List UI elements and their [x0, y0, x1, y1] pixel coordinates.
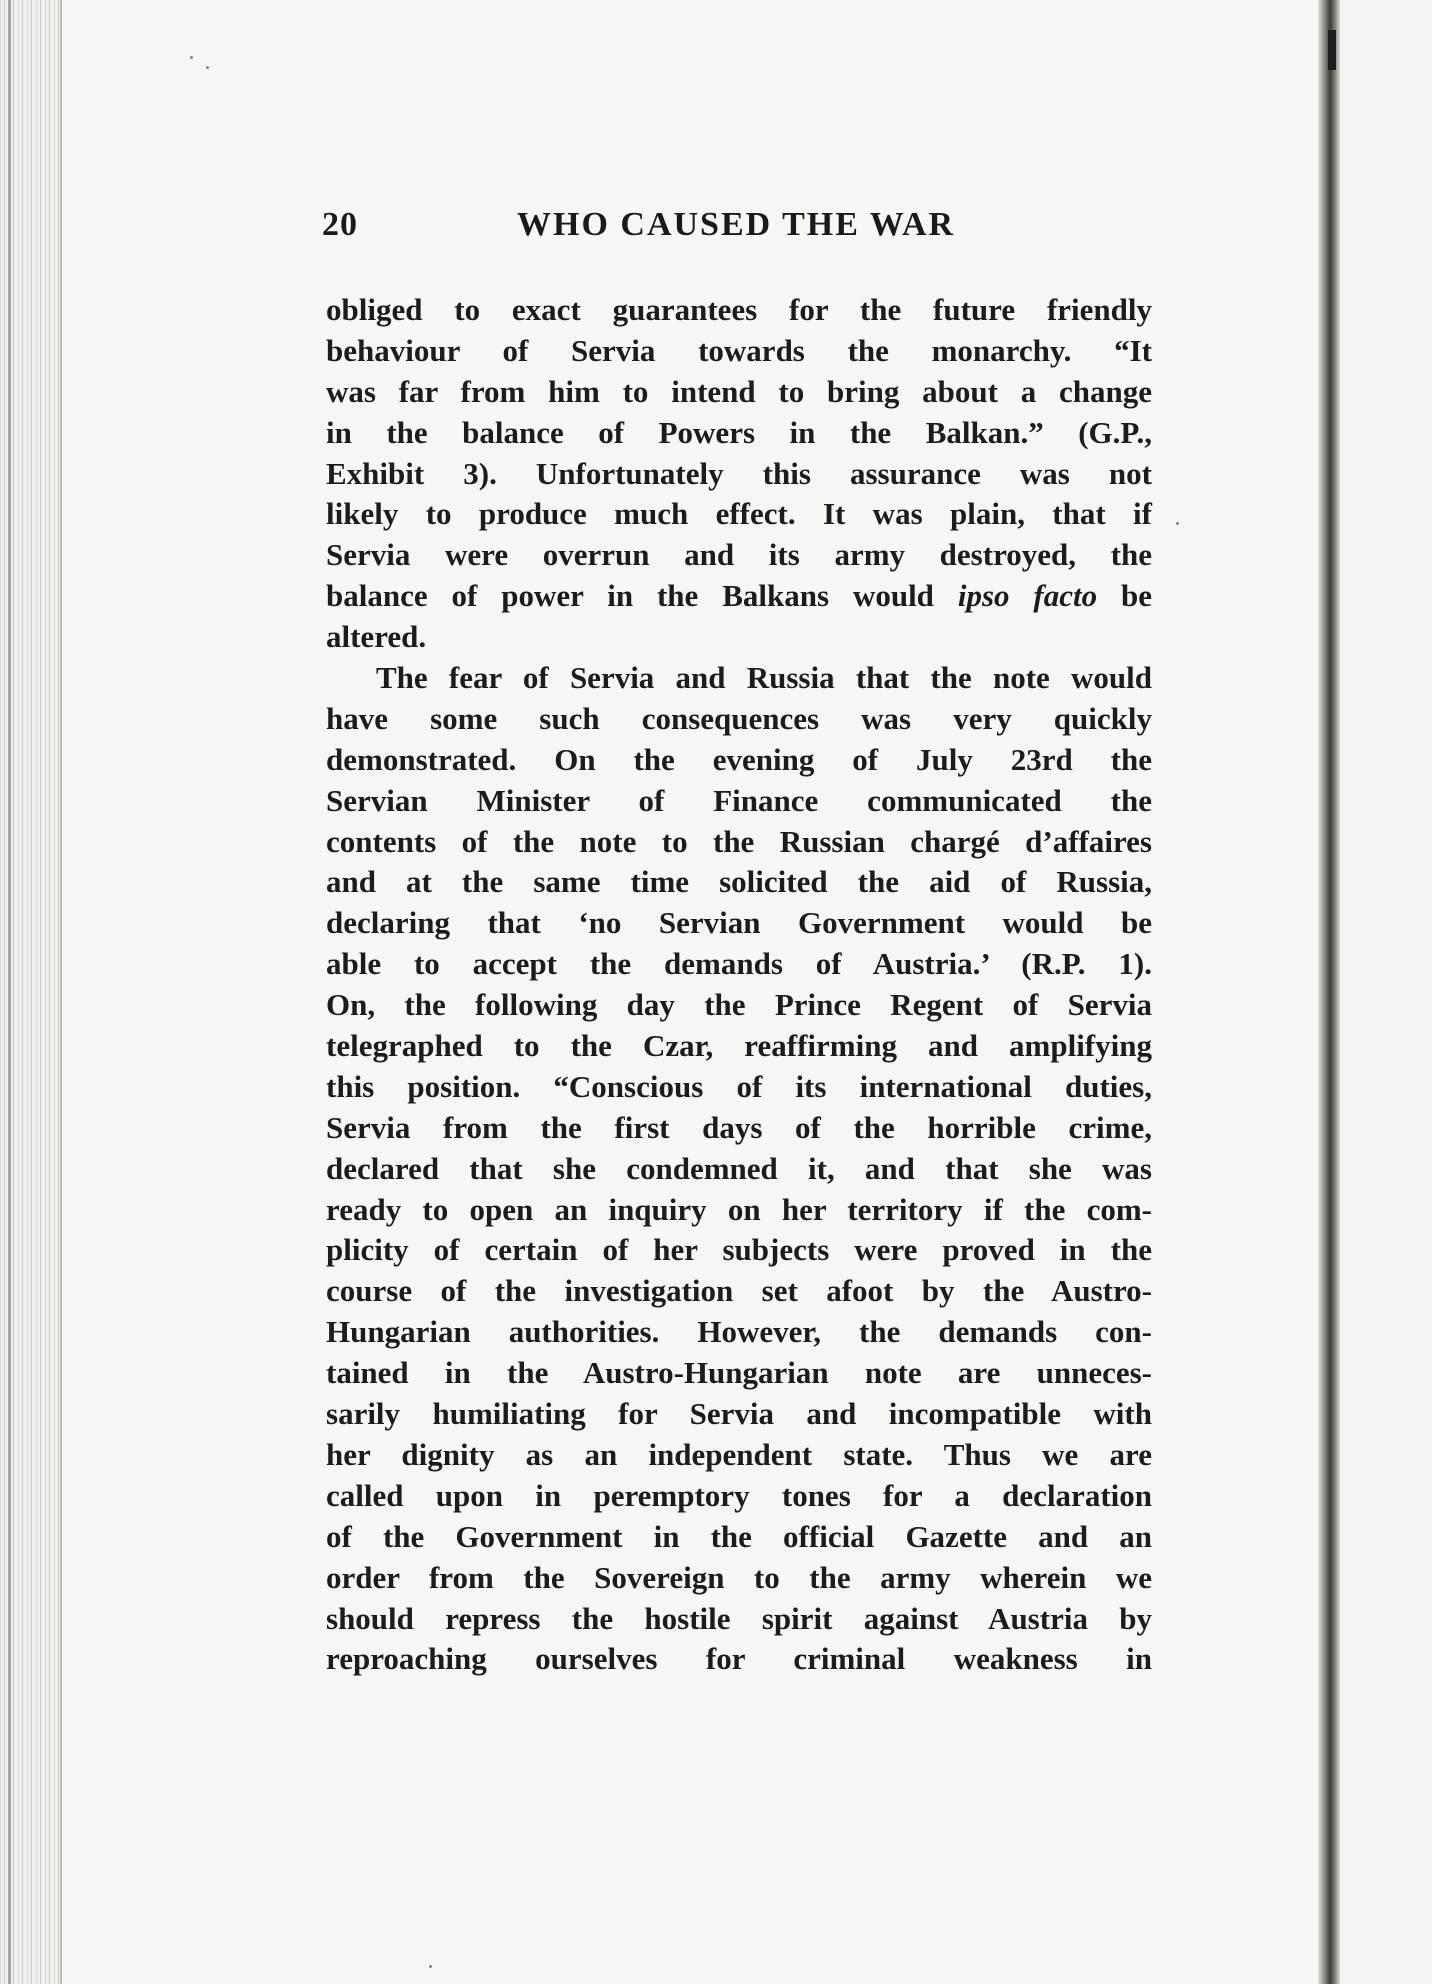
- text-segment: balance of power in the Balkans would: [326, 578, 958, 614]
- page-number: 20: [322, 206, 358, 243]
- text-line: Servia were overrun and its army destroyed, the: [326, 537, 1152, 573]
- text-line: course of the investigation set afoot by the Austro-: [326, 1273, 1152, 1309]
- paragraph-start-line: The fear of Servia and Russia that the note would: [376, 660, 1152, 696]
- running-title: WHO CAUSED THE WAR: [517, 206, 956, 243]
- text-line: On, the following day the Prince Regent of Servia: [326, 987, 1152, 1023]
- scan-speck: [1176, 522, 1179, 525]
- text-line: Servian Minister of Finance communicated the: [326, 782, 1152, 818]
- text-line: ready to open an inquiry on her territory if the com-: [326, 1191, 1152, 1227]
- paragraph-end-line: altered.: [326, 619, 427, 655]
- page-stack-edge: [0, 0, 62, 1984]
- text-line: plicity of certain of her subjects were proved in the: [326, 1232, 1152, 1268]
- text-line: declared that she condemned it, and that she was: [326, 1150, 1152, 1186]
- text-line: sarily humiliating for Servia and incompatible with: [326, 1396, 1152, 1432]
- text-line: should repress the hostile spirit against Austria by: [326, 1600, 1152, 1636]
- facing-page-edge: [1340, 0, 1432, 1984]
- text-line: contents of the note to the Russian chargé d’affaires: [326, 823, 1152, 859]
- text-line: this position. “Conscious of its international duties,: [326, 1068, 1152, 1104]
- text-line: her dignity as an independent state. Thus we are: [326, 1436, 1152, 1472]
- text-line: declaring that ‘no Servian Government would be: [326, 905, 1152, 941]
- text-line: Exhibit 3). Unfortunately this assurance was not: [326, 455, 1152, 491]
- text-line: able to accept the demands of Austria.’ (R.P. 1).: [326, 946, 1152, 982]
- text-line: order from the Sovereign to the army wherein we: [326, 1559, 1152, 1595]
- text-line-with-italic: [326, 576, 1152, 617]
- italic-phrase: ipso facto: [957, 578, 1098, 614]
- scan-speck: [206, 66, 209, 69]
- text-line: reproaching ourselves for criminal weakness in: [326, 1641, 1152, 1677]
- text-line: behaviour of Servia towards the monarchy. “It: [326, 332, 1152, 368]
- text-line: likely to produce much effect. It was plain, that if: [326, 496, 1152, 532]
- text-line: and at the same time solicited the aid of Russia,: [326, 864, 1152, 900]
- binding-dark-mark: [1328, 30, 1336, 70]
- text-line: Hungarian authorities. However, the demands con-: [326, 1314, 1152, 1350]
- text-line: demonstrated. On the evening of July 23rd the: [326, 741, 1152, 777]
- running-header: [322, 206, 1022, 254]
- book-binding-shadow: [1318, 0, 1340, 1984]
- text-line: obliged to exact guarantees for the future friendly: [326, 292, 1152, 327]
- text-line: was far from him to intend to bring about a change: [326, 373, 1152, 409]
- text-line: of the Government in the official Gazette and an: [326, 1518, 1152, 1554]
- body-text: [326, 290, 1152, 1680]
- text-line: Servia from the first days of the horrible crime,: [326, 1109, 1152, 1145]
- text-segment: be: [1097, 578, 1153, 614]
- text-line: tained in the Austro-Hungarian note are unneces-: [326, 1355, 1152, 1391]
- scan-speck: [190, 56, 193, 59]
- text-line: in the balance of Powers in the Balkan.” (G.P.,: [326, 414, 1152, 450]
- text-line: have some such consequences was very quickly: [326, 700, 1152, 736]
- text-line: called upon in peremptory tones for a declaration: [326, 1477, 1152, 1513]
- scan-speck: [429, 1965, 432, 1968]
- text-line: telegraphed to the Czar, reaffirming and amplifying: [326, 1028, 1152, 1064]
